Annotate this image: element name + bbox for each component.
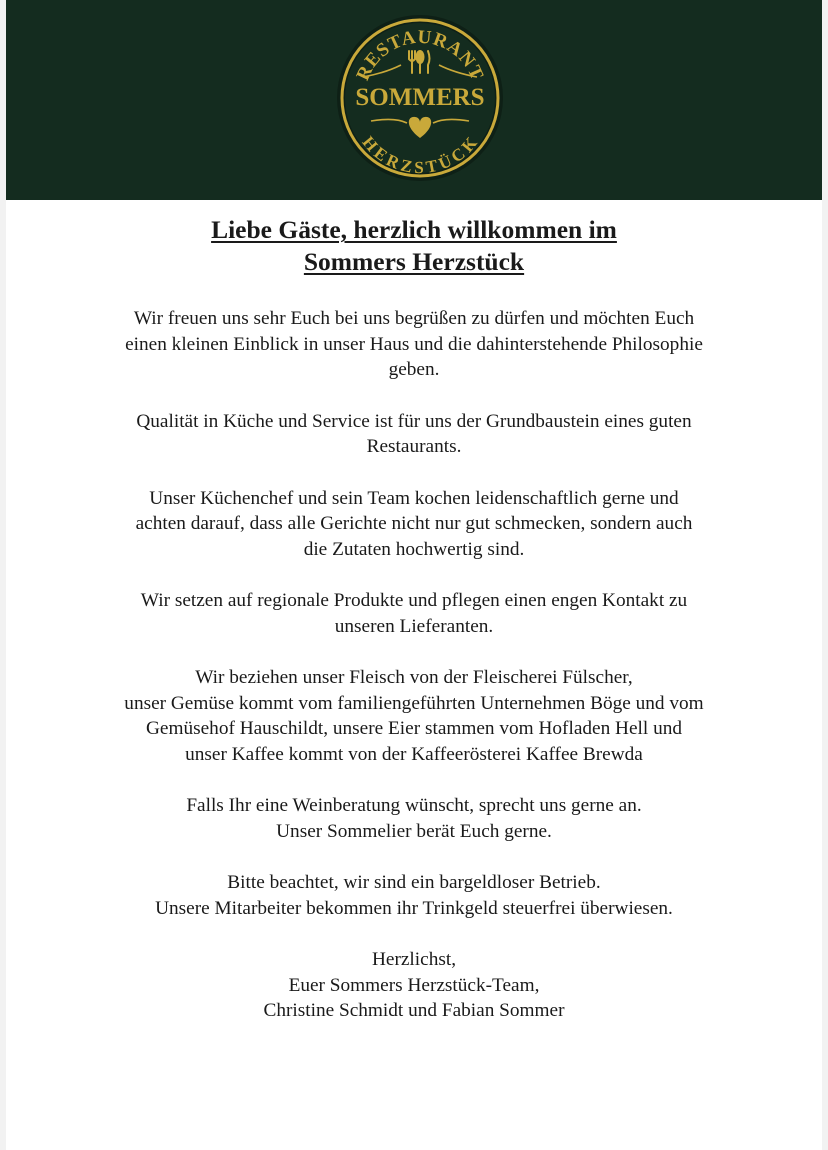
text-line: Unser Sommelier berät Euch gerne. [276, 820, 552, 842]
title-line-1: Liebe Gäste, herzlich willkommen im [211, 215, 617, 244]
letter-body [6, 306, 822, 1024]
signature-greeting: Herzlichst, [371, 949, 457, 970]
text-line: Falls Ihr eine Weinberatung wünscht, sprecht uns gerne an. [186, 795, 642, 816]
text-line: unser Kaffee kommt von der Kaffeerösterei Kaffee Brewda [185, 743, 643, 765]
menu-page [6, 0, 822, 1150]
welcome-letter [6, 214, 822, 1050]
text-line: Unsere Mitarbeiter bekommen ihr Trinkgeld steuerfrei überwiesen. [155, 897, 673, 919]
text-line: Restaurants. [366, 436, 462, 457]
text-line: die Zutaten hochwertig sind. [303, 538, 525, 560]
paragraph-regional [64, 588, 764, 639]
paragraph-quality [64, 409, 764, 460]
paragraph-welcome [64, 306, 764, 383]
text-line: unseren Lieferanten. [334, 615, 494, 637]
page-title [6, 214, 822, 278]
text-line: Qualität in Küche und Service ist für uns der Grundbaustein eines guten [136, 410, 692, 432]
text-line: geben. [388, 359, 440, 380]
restaurant-logo [335, 13, 505, 183]
logo-top-text: RESTAURANT [352, 26, 488, 84]
text-line: Bitte beachtet, wir sind ein bargeldloser Betrieb. [227, 872, 601, 893]
logo-bottom-text: HERZSTÜCK [358, 132, 482, 178]
text-line: Gemüsehof Hauschildt, unsere Eier stammen vom Hofladen Hell und [146, 718, 682, 739]
signature [64, 947, 764, 1024]
logo-name: SOMMERS [355, 84, 485, 111]
text-line: einen kleinen Einblick in unser Haus und die dahinterstehende Philosophie [125, 333, 703, 355]
text-line: achten darauf, dass alle Gerichte nicht nur gut schmecken, sondern auch [135, 513, 693, 534]
paragraph-wine [64, 793, 764, 844]
signature-team: Euer Sommers Herzstück-Team, [288, 974, 540, 996]
text-line: Unser Küchenchef und sein Team kochen leidenschaftlich gerne und [149, 487, 679, 509]
title-line-2: Sommers Herzstück [303, 247, 525, 276]
text-line: Wir setzen auf regionale Produkte und pflegen einen engen Kontakt zu [140, 590, 688, 611]
paragraph-payment [64, 870, 764, 921]
text-line: Wir beziehen unser Fleisch von der Fleischerei Fülscher, [195, 667, 633, 688]
text-line: unser Gemüse kommt vom familiengeführten Unternehmen Böge und vom [124, 692, 704, 714]
signature-names: Christine Schmidt und Fabian Sommer [263, 1000, 565, 1021]
paragraph-kitchen [64, 486, 764, 563]
text-line: Wir freuen uns sehr Euch bei uns begrüßen zu dürfen und möchten Euch [133, 308, 695, 329]
paragraph-suppliers [64, 665, 764, 767]
header-band [6, 0, 822, 200]
